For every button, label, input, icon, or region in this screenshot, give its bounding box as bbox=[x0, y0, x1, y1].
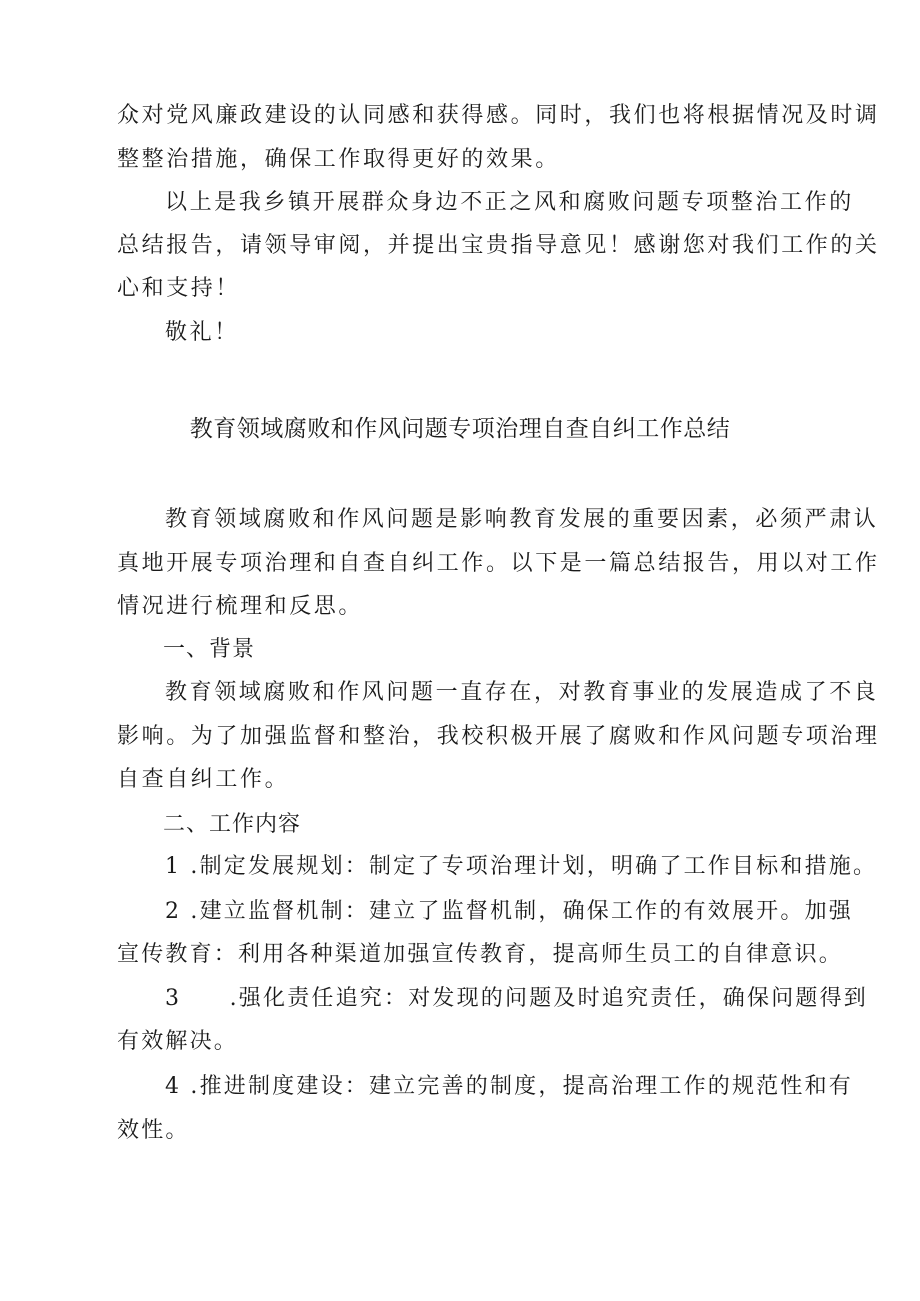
intro-line: 真地开展专项治理和自查自纠工作。以下是一篇总结报告，用以对工作 bbox=[117, 551, 880, 576]
section1-line: 教育领域腐败和作风问题一直存在，对教育事业的发展造成了不良 bbox=[165, 680, 879, 705]
paragraph-line: 总结报告，请领导审阅，并提出宝贵指导意见！感谢您对我们工作的关 bbox=[117, 233, 880, 258]
document-title: 教育领域腐败和作风问题专项治理自查自纠工作总结 bbox=[189, 416, 731, 442]
intro-line: 教育领域腐败和作风问题是影响教育发展的重要因素，必须严肃认 bbox=[165, 507, 879, 532]
list-item-4-continued: 效性。 bbox=[117, 1118, 190, 1143]
list-item-3: 3 .强化责任追究：对发现的问题及时追究责任，确保问题得到 bbox=[165, 986, 868, 1011]
list-item-3-continued: 有效解决。 bbox=[117, 1029, 239, 1054]
paragraph-line: 心和支持！ bbox=[117, 276, 241, 301]
section1-line: 自查自纠工作。 bbox=[117, 767, 290, 792]
list-item-2: 2 .建立监督机制：建立了监督机制，确保工作的有效展开。加强 bbox=[165, 899, 853, 924]
paragraph-line: 众对党风廉政建设的认同感和获得感。同时，我们也将根据情况及时调 bbox=[117, 103, 880, 128]
section1-line: 影响。为了加强监督和整治，我校积极开展了腐败和作风问题专项治理 bbox=[117, 724, 880, 749]
closing-salutation: 敬礼！ bbox=[165, 320, 239, 345]
section-heading-work-content: 二、工作内容 bbox=[163, 812, 302, 837]
list-item-2-continued: 宣传教育：利用各种渠道加强宣传教育，提高师生员工的自律意识。 bbox=[117, 942, 844, 967]
paragraph-line: 整整治措施，确保工作取得更好的效果。 bbox=[117, 147, 560, 172]
section-heading-background: 一、背景 bbox=[163, 637, 256, 662]
intro-line: 情况进行梳理和反思。 bbox=[117, 594, 364, 619]
list-item-1: 1 .制定发展规划：制定了专项治理计划，明确了工作目标和措施。 bbox=[165, 854, 878, 879]
list-item-4: 4 .推进制度建设：建立完善的制度，提高治理工作的规范性和有 bbox=[165, 1074, 853, 1099]
paragraph-line: 以上是我乡镇开展群众身边不正之风和腐败问题专项整治工作的 bbox=[165, 190, 854, 215]
